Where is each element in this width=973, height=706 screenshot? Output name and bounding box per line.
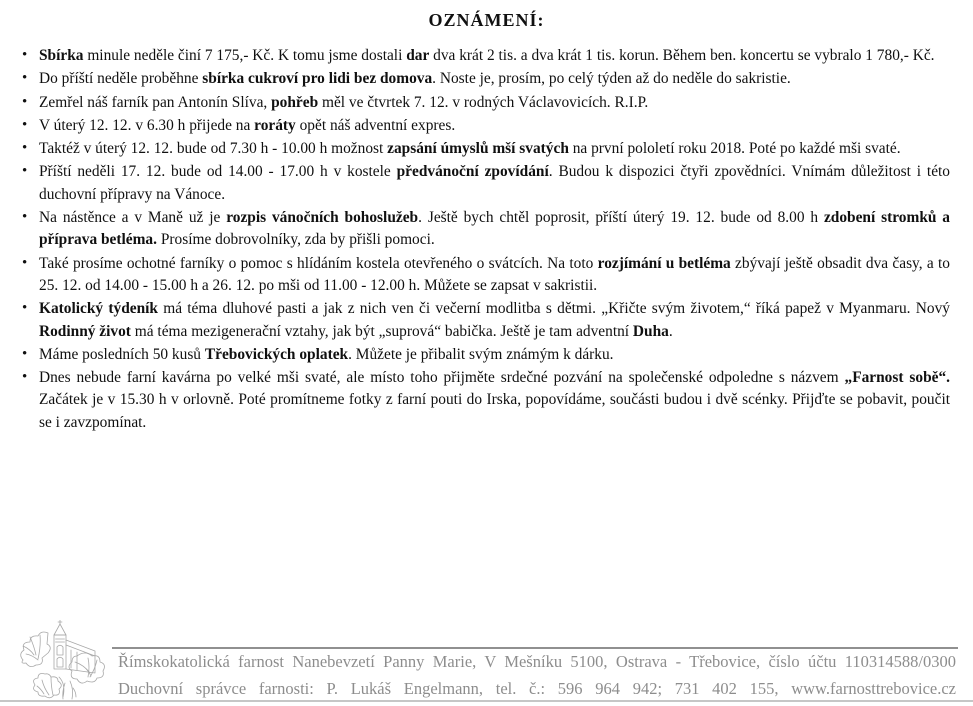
announcement-plain-text: minule neděle činí 7 175,- Kč. K tomu jsme dostali xyxy=(83,47,407,64)
announcement-bold-text: Katolický týdeník xyxy=(39,300,158,318)
announcement-plain-text: má téma dluhové pasti a jak z nich ven či večerní modlitba s dětmi. „Křičte svým životem,“ říká papež v Myanmaru. Nový xyxy=(157,300,950,318)
announcement-bold-text: sbírka cukroví pro lidi bez domova xyxy=(202,70,433,88)
announcement-plain-text: . Ještě bych chtěl poprosit, příští úterý 19. 12. bude od 8.00 h xyxy=(418,209,824,227)
announcement-bold-text: rozjímání u betléma xyxy=(597,254,731,272)
announcement-item xyxy=(21,298,950,343)
announcement-item xyxy=(21,207,950,252)
church-sketch-icon xyxy=(13,620,111,700)
announcement-plain-text: Dnes nebude farní kavárna po velké mši svaté, ale místo toho přijměte srdečné pozvání na společenské odpoledne s názvem xyxy=(39,369,845,387)
bullet-icon: • xyxy=(22,140,28,157)
page-title: OZNÁMENÍ: xyxy=(428,10,545,30)
announcement-bold-text: dar xyxy=(406,47,430,64)
announcement-bold-text: předvánoční zpovídání xyxy=(396,163,549,181)
announcement-item xyxy=(21,161,950,206)
announcement-plain-text: . Můžete je přibalit svým známým k dárku. xyxy=(348,345,614,363)
announcement-plain-text: . Noste je, prosím, po celý týden až do neděle do sakristie. xyxy=(432,70,791,88)
announcement-plain-text: Na nástěnce a v Maně už je xyxy=(39,209,227,227)
announcement-plain-text: na první pololetí roku 2018. Poté po každé mši svaté. xyxy=(568,140,901,158)
footer-divider xyxy=(112,647,958,649)
bullet-icon: • xyxy=(22,369,28,386)
announcement-bold-text: pohřeb xyxy=(271,93,319,111)
announcement-plain-text: Máme posledních 50 kusů xyxy=(39,345,205,363)
announcements-list xyxy=(0,45,973,434)
announcement-item xyxy=(21,253,950,298)
announcement-plain-text: V úterý 12. 12. v 6.30 h přijede na xyxy=(39,116,255,134)
announcement-item xyxy=(21,344,950,366)
announcement-plain-text: Prosíme dobrovolníky, zda by přišli pomoci. xyxy=(156,231,435,249)
footer-parish-line: Římskokatolická farnost Nanebevzetí Panny Marie, V Mešníku 5100, Ostrava - Třebovice, číslo účtu 110314588/0300 xyxy=(118,652,956,671)
announcement-bold-text: Sbírka xyxy=(39,47,84,64)
bullet-icon: • xyxy=(22,163,28,180)
announcement-plain-text: . Budou k dispozici čtyři zpovědníci. Vnímám důležitost i této duchovní přípravy na Vánoce. xyxy=(39,163,951,203)
bullet-icon: • xyxy=(22,345,28,362)
announcement-plain-text: má téma mezigenerační vztahy, jak být „suprová“ babička. Ještě je tam adventní xyxy=(130,322,633,340)
announcement-plain-text: zbývají ještě obsadit dva časy, a to 25. 12. od 14.00 - 15.00 h a 26. 12. po mši od 11.00 - 12.00 h. Můžete se zapsat v sakristii. xyxy=(39,254,950,294)
announcement-plain-text: Příští neděli 17. 12. bude od 14.00 - 17.00 h v kostele xyxy=(39,163,397,181)
announcement-bold-text: zapsání úmyslů mší svatých xyxy=(387,140,569,158)
announcement-item xyxy=(21,367,950,434)
bullet-icon: • xyxy=(22,93,28,110)
announcement-item xyxy=(21,68,950,90)
announcement-plain-text: Začátek je v 15.30 h v orlovně. Poté promítneme fotky z farní pouti do Irska, popovídáme, součásti budou i dvě scénky. Přijďte se pobavit, poučit se i zavzpomínat. xyxy=(39,391,950,431)
announcement-item xyxy=(21,45,950,67)
announcement-item xyxy=(21,92,950,114)
bullet-icon: • xyxy=(22,209,28,226)
announcement-bold-text: roráty xyxy=(254,116,296,134)
announcement-item xyxy=(21,115,950,137)
announcement-bold-text: Duha xyxy=(632,322,669,340)
bullet-icon: • xyxy=(22,70,28,87)
bullet-icon: • xyxy=(22,300,28,317)
announcement-item xyxy=(21,138,950,160)
bottom-border-line xyxy=(0,700,973,702)
announcement-plain-text: . xyxy=(668,322,673,340)
announcement-plain-text: opět náš adventní expres. xyxy=(295,116,456,134)
bullet-icon: • xyxy=(22,47,28,63)
announcement-plain-text: Zemřel náš farník pan Antonín Slíva, xyxy=(39,93,272,111)
announcement-plain-text: dva krát 2 tis. a dva krát 1 tis. korun. Během ben. koncertu se vybralo 1 780,- Kč. xyxy=(429,47,935,64)
announcement-plain-text: Taktéž v úterý 12. 12. bude od 7.30 h - 10.00 h možnost xyxy=(39,140,388,158)
bullet-icon: • xyxy=(22,254,28,271)
announcement-bold-text: Rodinný život xyxy=(39,322,131,340)
announcement-plain-text: měl ve čtvrtek 7. 12. v rodných Václavovicích. R.I.P. xyxy=(318,93,649,111)
bullet-icon: • xyxy=(22,116,28,133)
footer-contact-line: Duchovní správce farnosti: P. Lukáš Engelmann, tel. č.: 596 964 942; 731 402 155, www.farnosttrebovice.cz xyxy=(118,679,956,698)
announcement-bold-text: „Farnost sobě“. xyxy=(844,369,950,387)
announcement-bold-text: rozpis vánočních bohoslužeb xyxy=(226,209,419,227)
announcement-plain-text: Také prosíme ochotné farníky o pomoc s hlídáním kostela otevřeného o svátcích. Na toto xyxy=(39,254,598,272)
announcement-plain-text: Do příští neděle proběhne xyxy=(39,70,203,88)
announcement-bold-text: zdobení stromků a příprava betléma. xyxy=(39,209,950,249)
announcement-bold-text: Třebovických oplatek xyxy=(204,345,349,363)
